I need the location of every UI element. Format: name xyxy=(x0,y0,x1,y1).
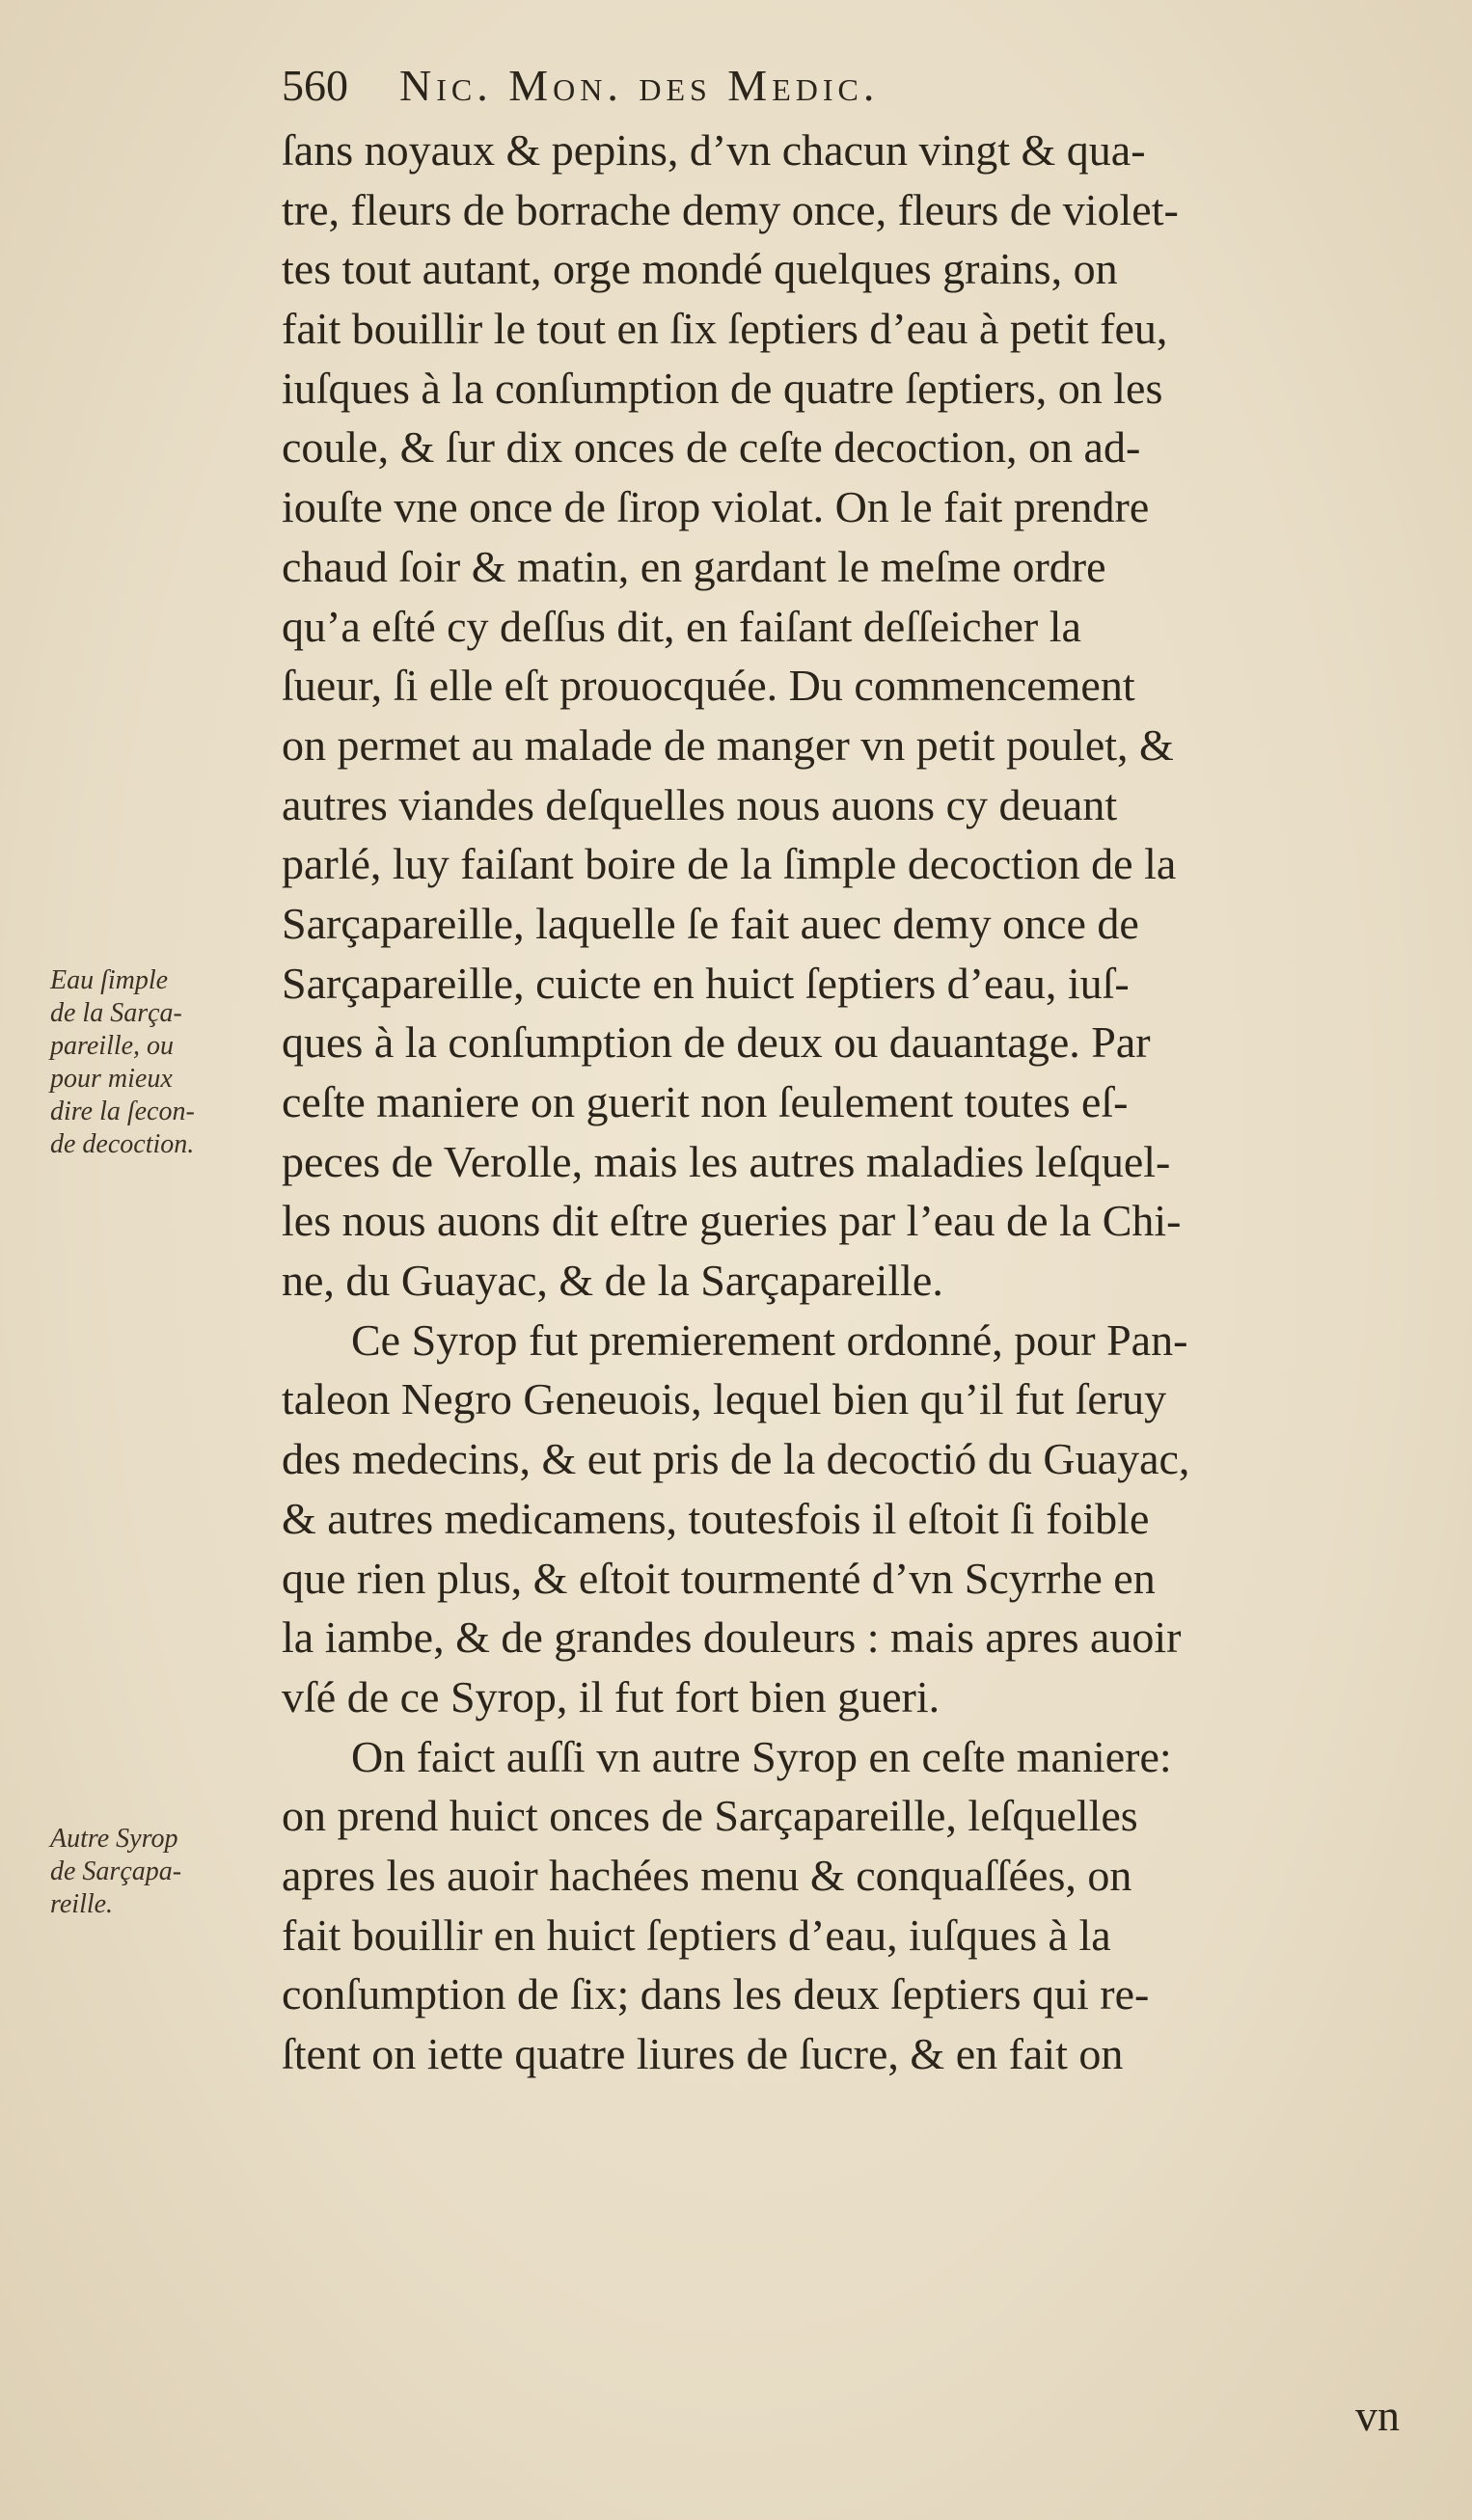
sidenote-line: pour mieux xyxy=(50,1064,173,1094)
text-line: & autres medicamens, toutesfois il eſtoit ſi foible xyxy=(282,1493,1150,1543)
sidenote-line: de la Sarça- xyxy=(50,998,182,1028)
sidenote-line: Autre Syrop xyxy=(50,1824,178,1854)
sidenote-autre-syrop xyxy=(50,1823,291,1921)
text-line: taleon Negro Geneuois, lequel bien qu’il fut ſeruy xyxy=(282,1374,1167,1424)
text-line: ne, du Guayac, & de la Sarçapareille. xyxy=(282,1256,943,1306)
text-line: peces de Verolle, mais les autres maladies leſquel- xyxy=(282,1136,1171,1186)
sidenote-eau-simple xyxy=(50,964,291,1161)
text-line: tes tout autant, orge mondé quelques grains, on xyxy=(282,244,1118,294)
sidenote-line: pareille, ou xyxy=(50,1031,175,1061)
text-line: iouſte vne once de ſirop violat. On le fait prendre xyxy=(282,482,1150,532)
text-line: Sarçapareille, laquelle ſe fait auec demy once de xyxy=(282,898,1139,948)
text-line: fait bouillir le tout en ſix ſeptiers d’eau à petit feu, xyxy=(282,304,1168,354)
sidenote-line: de Sarçapa- xyxy=(50,1856,182,1886)
text-line: fait bouillir en huict ſeptiers d’eau, iuſques à la xyxy=(282,1910,1111,1960)
text-line: on permet au malade de manger vn petit poulet, & xyxy=(282,719,1174,770)
text-line: coule, & ſur dix onces de ceſte decoction, on ad- xyxy=(282,422,1141,473)
page-header xyxy=(282,60,1420,127)
sidenote-line: Eau ſimple xyxy=(50,965,169,995)
folio-number: 560 xyxy=(282,61,348,110)
text-line: Ce Syrop fut premierement ordonné, pour Pan- xyxy=(351,1314,1188,1365)
text-line: ſans noyaux & pepins, d’vn chacun vingt & qua- xyxy=(282,125,1146,175)
text-line: autres viandes deſquelles nous auons cy deuant xyxy=(282,779,1118,829)
text-line: les nous auons dit eſtre gueries par l’eau de la Chi- xyxy=(282,1196,1182,1246)
text-line: des medecins, & eut pris de la decoctió du Guayac, xyxy=(282,1434,1190,1484)
text-line: qu’a eſté cy deſſus dit, en faiſant deſſeicher la xyxy=(282,601,1081,651)
catchword: vn xyxy=(1355,2391,1400,2440)
text-line: ſueur, ſi elle eſt prouocquée. Du commencement xyxy=(282,661,1135,711)
text-line: vſé de ce Syrop, il fut fort bien gueri. xyxy=(282,1671,940,1721)
text-line: On faict auſſi vn autre Syrop en ceſte maniere: xyxy=(351,1731,1172,1781)
text-line: ques à la conſumption de deux ou dauantage. Par xyxy=(282,1017,1151,1068)
text-line: ſtent on iette quatre liures de ſucre, & en fait on xyxy=(282,2029,1124,2078)
sidenote-line: reille. xyxy=(50,1889,114,1919)
running-head: Nic. Mon. des Medic. xyxy=(399,61,880,110)
text-line: tre, fleurs de borrache demy once, fleurs de violet- xyxy=(282,184,1179,234)
text-line: parlé, luy faiſant boire de la ſimple decoction de la xyxy=(282,839,1177,889)
text-line: conſumption de ſix; dans les deux ſeptiers qui re- xyxy=(282,1969,1150,2019)
text-line: la iambe, & de grandes douleurs : mais apres auoir xyxy=(282,1612,1182,1663)
text-line: on prend huict onces de Sarçapareille, leſquelles xyxy=(282,1791,1138,1841)
sidenote-line: de decoction. xyxy=(50,1129,195,1159)
text-line: que rien plus, & eſtoit tourmenté d’vn Scyrrhe en xyxy=(282,1553,1156,1603)
text-line: ceſte maniere on guerit non ſeulement toutes eſ- xyxy=(282,1077,1129,1126)
text-line: Sarçapareille, cuicte en huict ſeptiers d’eau, iuſ- xyxy=(282,958,1130,1008)
sidenote-line: dire la ſecon- xyxy=(50,1097,195,1126)
body-text xyxy=(282,121,1420,2084)
text-line: chaud ſoir & matin, en gardant le meſme ordre xyxy=(282,541,1106,591)
text-line: apres les auoir hachées menu & conquaſſées, on xyxy=(282,1850,1132,1900)
text-line: iuſques à la conſumption de quatre ſeptiers, on les xyxy=(282,363,1163,413)
